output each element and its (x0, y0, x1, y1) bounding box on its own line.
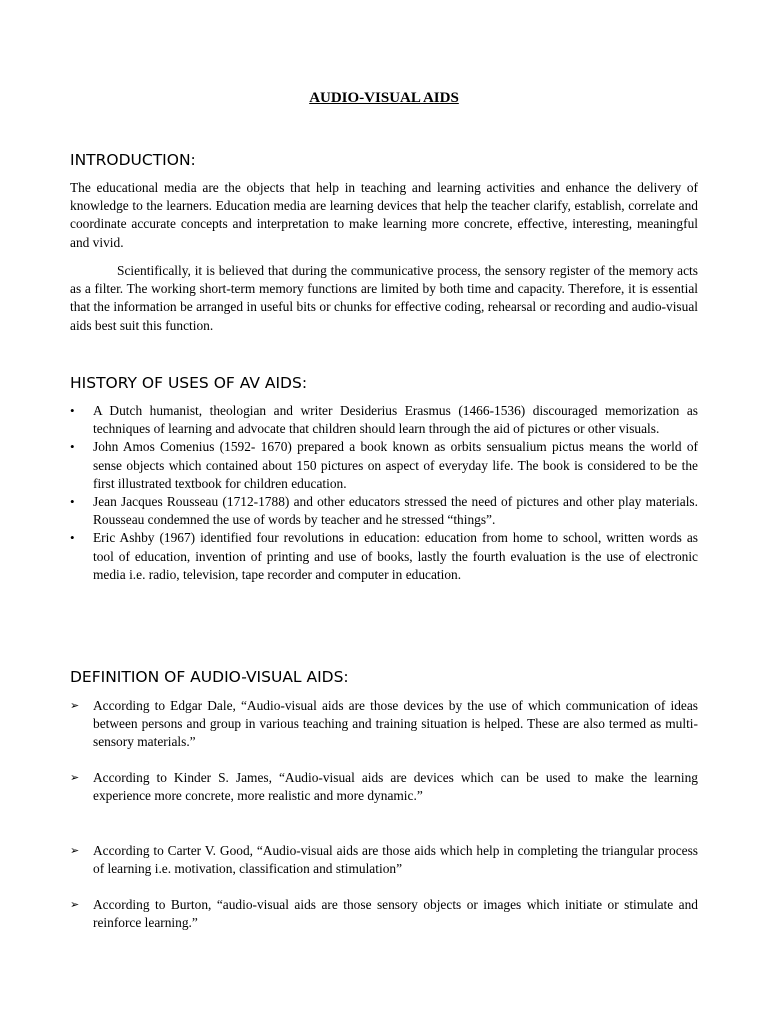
history-list (70, 402, 698, 584)
page-title: AUDIO-VISUAL AIDS (309, 90, 459, 106)
list-item (70, 402, 698, 438)
introduction-heading: INTRODUCTION: (70, 151, 196, 169)
list-item (70, 842, 698, 878)
list-item (70, 769, 698, 805)
definition-list (70, 896, 698, 932)
introduction-paragraph-1: The educational media are the objects that help in teaching and learning activities and enhance the delivery of knowledge to the learners. Education media are learning devices that help the teacher clarify, establish, correlate and coordinate accurate concepts and interpretation to make learning more concrete, effective, interesting, meaningful and vivid. (70, 180, 698, 250)
list-item (70, 493, 698, 529)
history-heading: HISTORY OF USES OF AV AIDS: (70, 374, 308, 392)
definition-list (70, 769, 698, 805)
list-item (70, 438, 698, 493)
definition-heading: DEFINITION OF AUDIO-VISUAL AIDS: (70, 668, 349, 686)
definition-list (70, 842, 698, 878)
definition-list (70, 697, 698, 752)
bullet-icon: • (70, 439, 75, 455)
list-item-text: According to Burton, “audio-visual aids are those sensory objects or images which initiate or stimulate and reinforce learning.” (93, 897, 698, 931)
arrow-bullet-icon: ➢ (70, 699, 80, 712)
bullet-icon: • (70, 403, 75, 418)
list-item-text: According to Kinder S. James, “Audio-visual aids are devices which can be used to make the learning experience more concrete, more realistic and more dynamic.” (93, 770, 698, 804)
introduction-paragraph-2: Scientifically, it is believed that during the communicative process, the sensory register of the memory acts as a filter. The working short-term memory functions are limited by both time and capacity. Therefore, it is essential that the information be arranged in useful bits or chunks for effective coding, rehearsal or recording and audio-visual aids best suit this function. (70, 263, 698, 333)
list-item-text: Eric Ashby (1967) identified four revolutions in education: education from home to school, written words as tool of education, invention of printing and use of books, lastly the fourth evaluation is the use of electronic media i.e. radio, television, tape recorder and computer in education. (93, 530, 698, 582)
list-item (70, 697, 698, 752)
bullet-icon: • (70, 530, 75, 546)
arrow-bullet-icon: ➢ (70, 844, 80, 857)
list-item (70, 896, 698, 932)
list-item-text: John Amos Comenius (1592- 1670) prepared a book known as orbits sensualium pictus means the world of sense objects which contained about 150 pictures on aspect of everyday life. The book is considered to be the first illustrated textbook for children education. (93, 439, 698, 491)
arrow-bullet-icon: ➢ (70, 898, 80, 911)
arrow-bullet-icon: ➢ (70, 771, 80, 784)
list-item-text: According to Edgar Dale, “Audio-visual aids are those devices by the use of which communication of ideas between persons and group in various teaching and training situation is helped. These are also termed as multi-sensory materials.” (93, 698, 698, 750)
list-item-text: A Dutch humanist, theologian and writer Desiderius Erasmus (1466-1536) discouraged memorization as techniques of learning and advocate that children should learn through the aid of pictures or other visuals. (93, 403, 698, 437)
list-item (70, 529, 698, 584)
list-item-text: Jean Jacques Rousseau (1712-1788) and other educators stressed the need of pictures and other play materials. Rousseau condemned the use of words by teacher and he stressed “things”. (93, 494, 698, 528)
list-item-text: According to Carter V. Good, “Audio-visual aids are those aids which help in completing the triangular process of learning i.e. motivation, classification and stimulation” (93, 843, 698, 877)
bullet-icon: • (70, 494, 75, 510)
